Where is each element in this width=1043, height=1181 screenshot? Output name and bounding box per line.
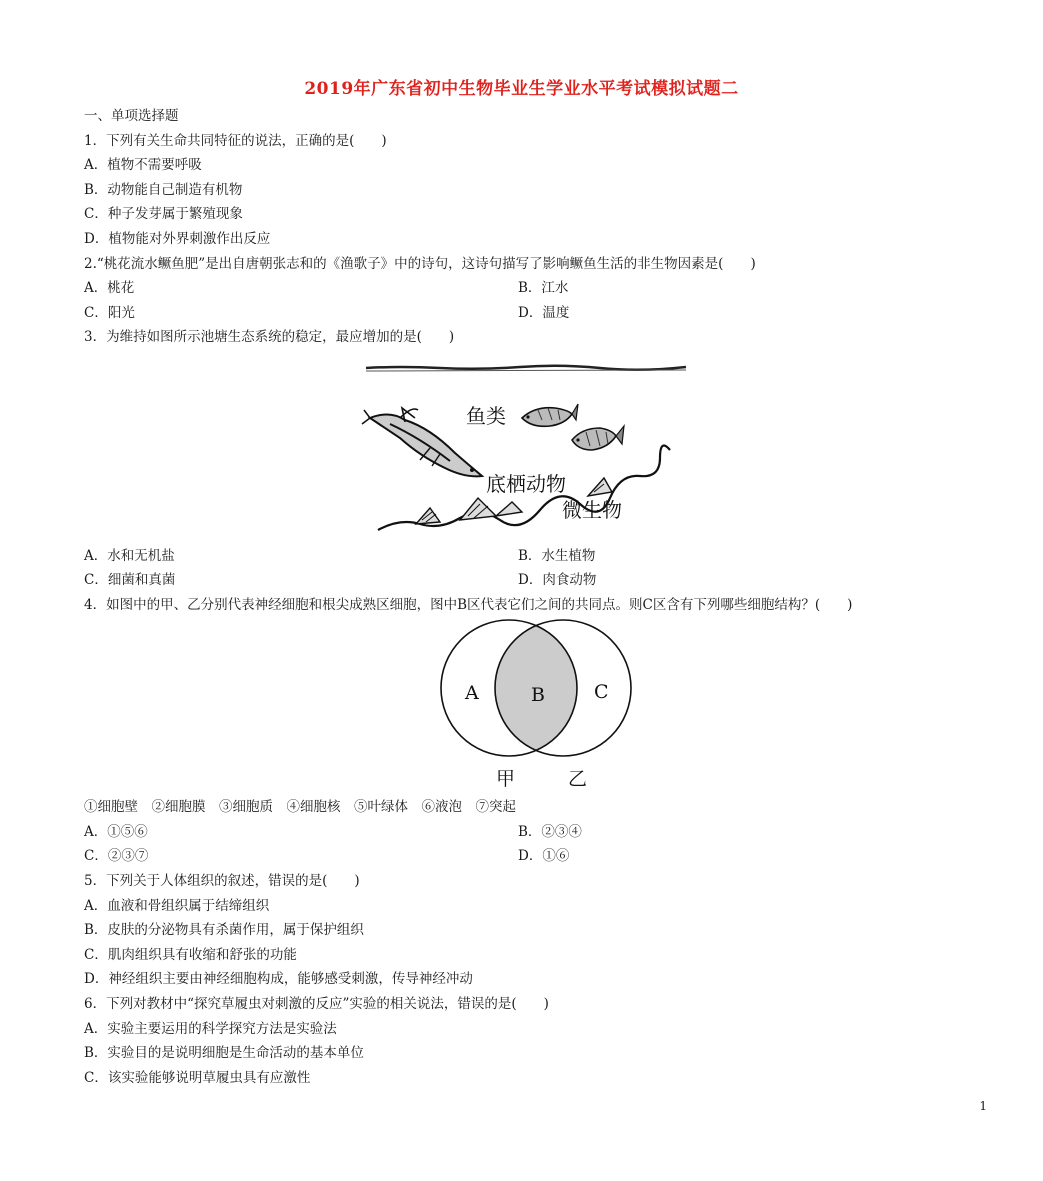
q4-option-c: C．②③⑦	[84, 848, 149, 864]
q6-option-c: C．该实验能够说明草履虫具有应激性	[84, 1070, 311, 1086]
q4-stem: 4．如图中的甲、乙分别代表神经细胞和根尖成熟区细胞，图中B区代表它们之间的共同点。则C区含有下列哪些细胞结构？( )	[84, 597, 853, 613]
q2-option-c: C．阳光	[84, 305, 135, 321]
venn-label-c: C	[594, 681, 609, 703]
benthic-creature-drawing	[416, 508, 440, 524]
q2-option-b: B．江水	[518, 280, 569, 296]
q5-stem: 5．下列关于人体组织的叙述，错误的是( )	[84, 873, 360, 889]
fish-label: 鱼类	[466, 404, 506, 428]
q4-option-a: A．①⑤⑥	[84, 824, 148, 840]
q5-option-d: D．神经组织主要由神经细胞构成，能够感受刺激，传导神经冲动	[84, 971, 473, 987]
q3-stem: 3．为维持如图所示池塘生态系统的稳定，最应增加的是( )	[84, 329, 455, 345]
q5-option-a: A．血液和骨组织属于结缔组织	[84, 898, 270, 914]
q3-option-a: A．水和无机盐	[84, 548, 175, 564]
venn-label-yi: 乙	[568, 768, 588, 790]
small-fish-drawing	[572, 426, 624, 450]
q4-option-b: B．②③④	[518, 824, 582, 840]
benthic-animal-label: 底栖动物	[486, 472, 566, 496]
pond-ecosystem-figure	[360, 358, 690, 538]
document-title: 2019年广东省初中生物毕业生学业水平考试模拟试题二	[304, 79, 739, 99]
section-heading: 一、单项选择题	[84, 108, 179, 124]
q1-option-a: A．植物不需要呼吸	[84, 157, 202, 173]
q2-option-a: A．桃花	[84, 280, 135, 296]
microbe-label: 微生物	[562, 498, 622, 522]
q3-option-c: C．细菌和真菌	[84, 572, 176, 588]
q1-stem: 1．下列有关生命共同特征的说法，正确的是( )	[84, 133, 387, 149]
benthic-creature-drawing	[460, 498, 522, 520]
q1-option-d: D．植物能对外界刺激作出反应	[84, 231, 271, 247]
q3-option-b: B．水生植物	[518, 548, 596, 564]
large-fish-drawing	[362, 408, 482, 476]
q4-structure-list: ①细胞壁 ②细胞膜 ③细胞质 ④细胞核 ⑤叶绿体 ⑥液泡 ⑦突起	[84, 799, 516, 815]
q5-option-b: B．皮肤的分泌物具有杀菌作用，属于保护组织	[84, 922, 364, 938]
q1-option-c: C．种子发芽属于繁殖现象	[84, 206, 243, 222]
venn-label-jia: 甲	[496, 768, 516, 790]
q4-option-d: D．①⑥	[518, 848, 570, 864]
q6-option-b: B．实验目的是说明细胞是生命活动的基本单位	[84, 1045, 364, 1061]
q1-option-b: B．动物能自己制造有机物	[84, 182, 243, 198]
q3-option-d: D．肉食动物	[518, 572, 597, 588]
benthic-creature-drawing	[588, 478, 612, 496]
page-number: 1	[979, 1099, 987, 1113]
venn-label-b: B	[531, 684, 545, 706]
venn-diagram	[432, 615, 642, 795]
small-fish-drawing	[522, 404, 578, 426]
venn-label-a: A	[465, 682, 479, 704]
q5-option-c: C．肌肉组织具有收缩和舒张的功能	[84, 947, 297, 963]
q6-option-a: A．实验主要运用的科学探究方法是实验法	[84, 1021, 337, 1037]
q2-option-d: D．温度	[518, 305, 570, 321]
q2-stem: 2.“桃花流水鳜鱼肥”是出自唐朝张志和的《渔歌子》中的诗句，这诗句描写了影响鳜鱼生活的非生物因素是( )	[84, 256, 756, 272]
q6-stem: 6．下列对教材中“探究草履虫对刺激的反应”实验的相关说法，错误的是( )	[84, 996, 549, 1012]
